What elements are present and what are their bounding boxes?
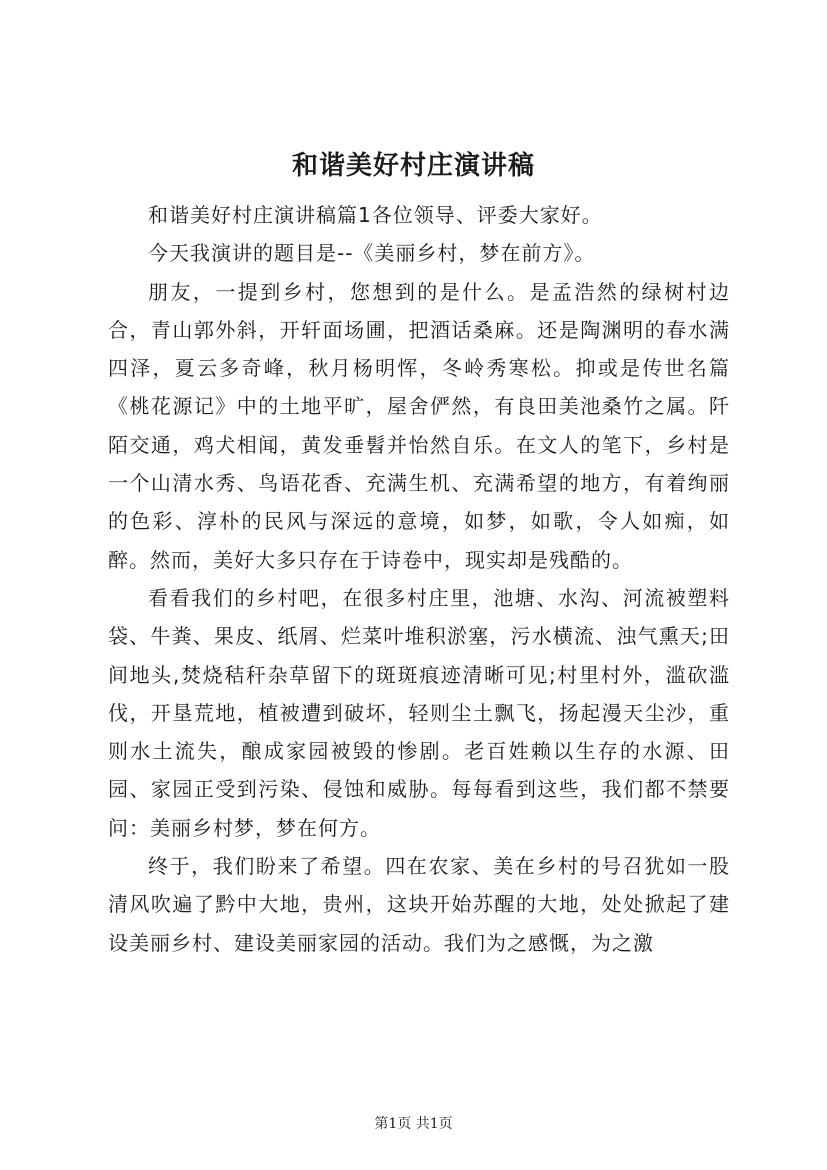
document-title: 和谐美好村庄演讲稿: [291, 151, 535, 181]
paragraph-4: 看看我们的乡村吧，在很多村庄里，池塘、水沟、河流被塑料袋、牛粪、果皮、纸屑、烂菜叶堆积淤塞，污水横流、浊气熏天;田间地头,焚烧秸秆杂草留下的斑斑痕迹清晰可见;村里村外，滥砍滥伐，开垦荒地，植被遭到破坏，轻则尘土飘飞，扬起漫天尘沙，重则水土流失，酿成家园被毁的惨剧。老百姓赖以生存的水源、田园、家园正受到污染、侵蚀和威胁。每每看到这些，我们都不禁要问：美丽乡村梦，梦在何方。: [108, 585, 730, 840]
paragraph-5: 终于，我们盼来了希望。四在农家、美在乡村的号召犹如一股清风吹遍了黔中大地，贵州，这块开始苏醒的大地，处处掀起了建设美丽乡村、建设美丽家园的活动。我们为之感慨，为之激: [108, 854, 730, 955]
paragraph-2: 今天我演讲的题目是--《美丽乡村，梦在前方》。: [148, 241, 596, 266]
paragraph-3: 朋友，一提到乡村，您想到的是什么。是孟浩然的绿树村边合，青山郭外斜，开轩面场圃，把酒话桑麻。还是陶渊明的春水满四泽，夏云多奇峰，秋月杨明恽，冬岭秀寒松。抑或是传世名篇《桃花源记》中的土地平旷，屋舍俨然，有良田美池桑竹之属。阡陌交通，鸡犬相闻，黄发垂髫并怡然自乐。在文人的笔下，乡村是一个山清水秀、鸟语花香、充满生机、充满希望的地方，有着绚丽的色彩、淳朴的民风与深远的意境，如梦，如歌，令人如痴，如醉。然而，美好大多只存在于诗卷中，现实却是残酷的。: [108, 279, 730, 572]
page-footer: 第1页 共1页: [374, 1116, 453, 1132]
paragraph-1: 和谐美好村庄演讲稿篇1各位领导、评委大家好。: [148, 203, 603, 227]
document-body: [108, 196, 730, 962]
